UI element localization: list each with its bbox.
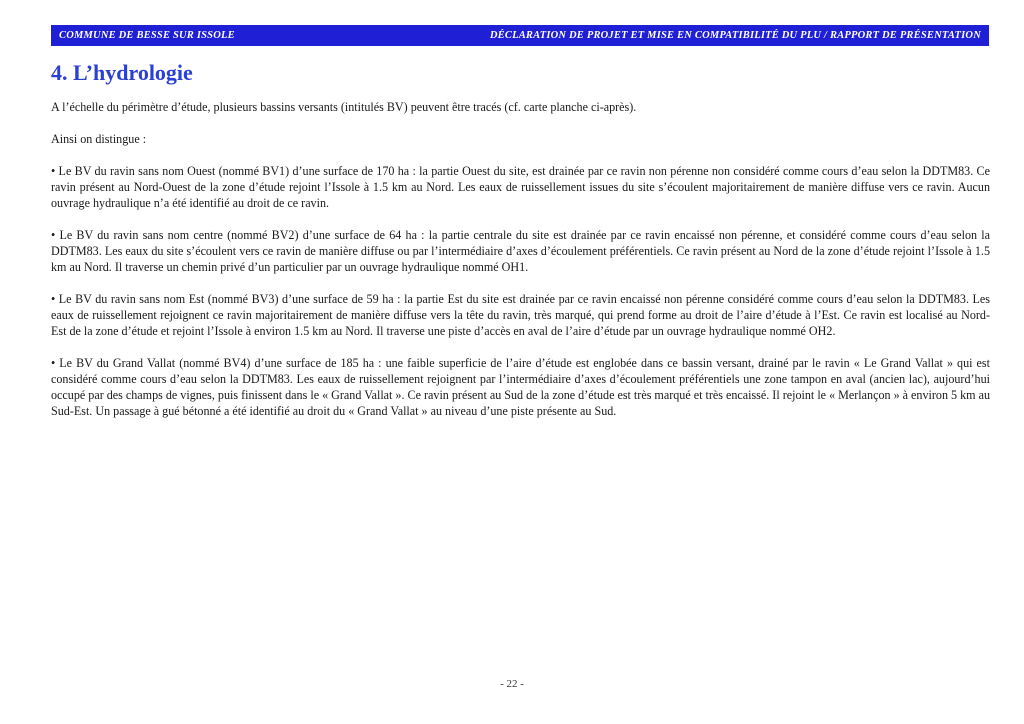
page-title: 4. L’hydrologie	[51, 60, 193, 85]
bv1-paragraph: • Le BV du ravin sans nom Ouest (nommé BV1) d’une surface de 170 ha : la partie Ouest du site, est drainée par ce ravin non pérenne non considéré comme cours d’eau selon la DDTM83. Ce ravin présent au Nord-Ouest de la zone d’étude rejoint l’Issole à 1.5 km au Nord. Les eaux de ruissellement issues du site s’écoulent majoritairement de manière diffuse vers ce ravin. Aucun ouvrage hydraulique n’a été identifié au droit de ce ravin.	[51, 164, 990, 210]
document-body	[51, 99, 990, 435]
page-number: - 22 -	[500, 678, 524, 690]
header-commune-name: COMMUNE DE BESSE SUR ISSOLE	[59, 30, 235, 41]
list-intro-paragraph: Ainsi on distingue :	[51, 132, 147, 146]
page-header-bar	[51, 25, 989, 46]
intro-paragraph: A l’échelle du périmètre d’étude, plusieurs bassins versants (intitulés BV) peuvent être tracés (cf. carte planche ci-après).	[51, 100, 637, 114]
header-document-title: DÉCLARATION DE PROJET ET MISE EN COMPATIBILITÉ DU PLU / RAPPORT DE PRÉSENTATION	[489, 30, 981, 41]
bv2-paragraph: • Le BV du ravin sans nom centre (nommé BV2) d’une surface de 64 ha : la partie centrale du site est drainée par ce ravin encaissé non pérenne, et considéré comme cours d’eau selon la DDTM83. Les eaux du site s’écoulent vers ce ravin de manière diffuse ou par l’intermédiaire d’axes d’écoulement préférentiels. Ce ravin présent au Nord de la zone d’étude rejoint l’Issole à 1.5 km au Nord. Il traverse un chemin privé d’un particulier par un ouvrage hydraulique nommé OH1.	[51, 228, 990, 274]
bv4-paragraph: • Le BV du Grand Vallat (nommé BV4) d’une surface de 185 ha : une faible superficie de l’aire d’étude est englobée dans ce bassin versant, drainé par le ravin « Le Grand Vallat » qui est considéré comme cours d’eau selon la DDTM83. Les eaux de ruissellement rejoignent par l’intermédiaire d’axes d’écoulement préférentiels une zone tampon en aval (ancien lac), aujourd’hui occupé par des champs de vignes, puis finissent dans le « Grand Vallat ». Ce ravin présent au Sud de la zone d’étude est très marqué et très encaissé. Il rejoint le « Merlançon » à environ 5 km au Sud-Est. Un passage à gué bétonné a été identifié au droit du « Grand Vallat » au niveau d’une piste présente au Sud.	[51, 356, 990, 418]
bv3-paragraph: • Le BV du ravin sans nom Est (nommé BV3) d’une surface de 59 ha : la partie Est du site est drainée par ce ravin encaissé non pérenne considéré comme cours d’eau selon la DDTM83. Les eaux de ruissellement rejoignent ce ravin majoritairement de manière diffuse vers la tête du ravin, très marqué, qui prend forme au droit de l’aire d’étude à l’Est. Ce ravin est localisé au Nord-Est de la zone d’étude et rejoint l’Issole à environ 1.5 km au Nord. Il traverse une piste d’accès en aval de l’aire d’étude par un ouvrage hydraulique nommé OH2.	[51, 292, 990, 338]
